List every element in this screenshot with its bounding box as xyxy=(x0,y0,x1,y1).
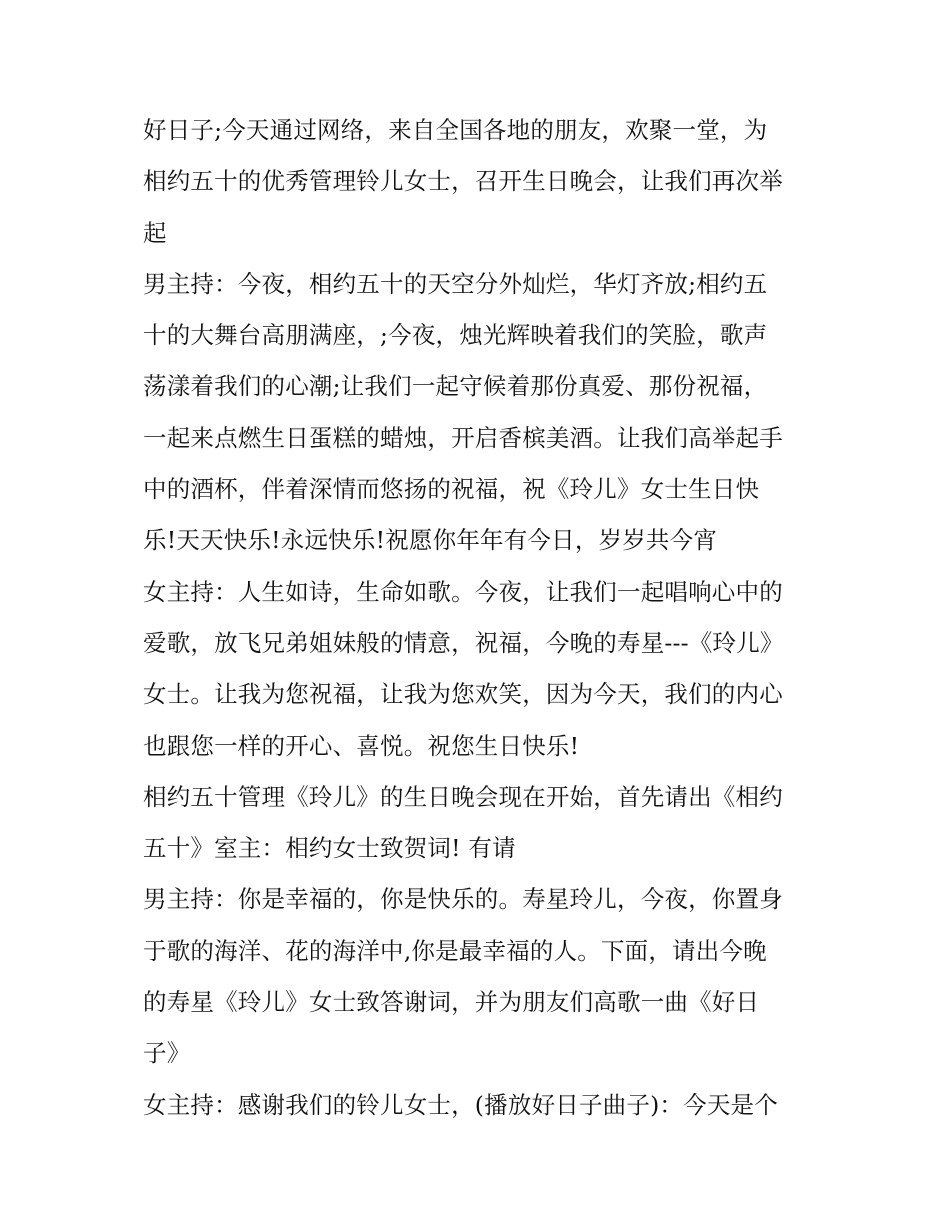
text-line: 女主持：人生如诗，生命如歌。今夜，让我们一起唱响心中的 xyxy=(143,577,783,606)
text-line: 也跟您一样的开心、喜悦。祝您生日快乐! xyxy=(143,731,580,760)
text-line: 男主持：今夜，相约五十的天空分外灿烂，华灯齐放;相约五 xyxy=(143,269,768,298)
text-line: 于歌的海洋、花的海洋中,你是最幸福的人。下面，请出今晚 xyxy=(143,936,767,965)
text-line: 女主持：感谢我们的铃儿女士，(播放好日子曲子)：今天是个 xyxy=(143,1090,778,1119)
document-body xyxy=(143,105,823,1131)
text-line: 乐!天天快乐!永远快乐!祝愿你年年有今日，岁岁共今宵 xyxy=(143,526,718,555)
text-line: 相约五十的优秀管理铃儿女士，召开生日晚会，让我们再次举 xyxy=(143,167,783,196)
text-line: 好日子;今天通过网络，来自全国各地的朋友，欢聚一堂，为 xyxy=(143,116,768,144)
text-line: 女士。让我为您祝福，让我为您欢笑，因为今天，我们的内心 xyxy=(143,680,783,709)
text-line: 爱歌，放飞兄弟姐妹般的情意，祝福，今晚的寿星---《玲儿》 xyxy=(143,628,784,657)
text-line: 的寿星《玲儿》女士致答谢词，并为朋友们高歌一曲《好日 xyxy=(143,988,760,1017)
text-line: 十的大舞台高朋满座，;今夜，烛光辉映着我们的笑脸，歌声 xyxy=(143,321,768,350)
text-line: 中的酒杯，伴着深情而悠扬的祝福，祝《玲儿》女士生日快 xyxy=(143,475,760,504)
text-line: 一起来点燃生日蛋糕的蜡烛，开启香槟美酒。让我们高举起手 xyxy=(143,423,783,452)
text-line: 相约五十管理《玲儿》的生日晚会现在开始，首先请出《相约 xyxy=(143,782,783,811)
text-line: 五十》室主：相约女士致贺词! 有请 xyxy=(143,834,516,863)
text-line: 起 xyxy=(143,218,167,247)
text-line: 子》 xyxy=(143,1039,191,1068)
text-line: 男主持：你是幸福的，你是快乐的。寿星玲儿，今夜，你置身 xyxy=(143,885,783,914)
text-line: 荡漾着我们的心潮;让我们一起守候着那份真爱、那份祝福， xyxy=(143,372,768,401)
